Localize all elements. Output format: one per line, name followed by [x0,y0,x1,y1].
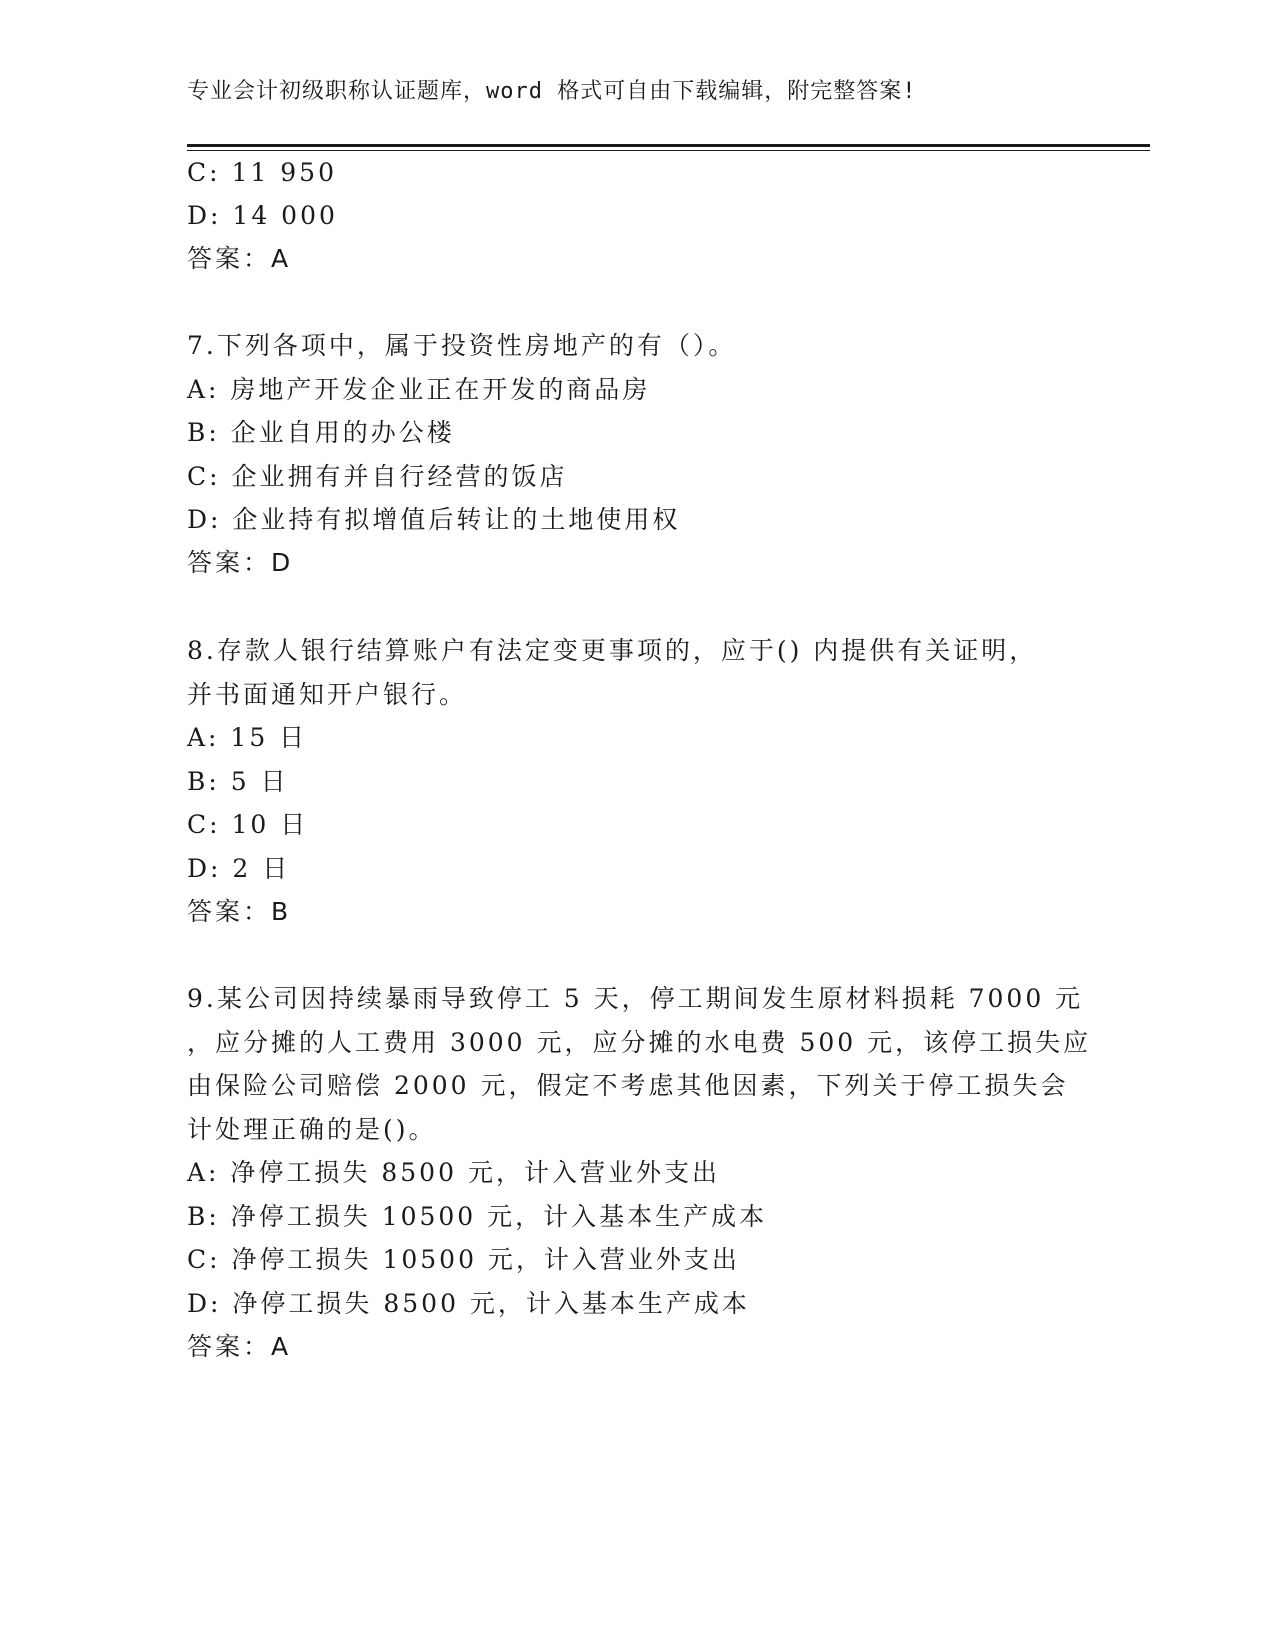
q7-option-d: D: 企业持有拟增值后转让的土地使用权 [187,505,681,534]
q7-stem: 7.下列各项中，属于投资性房地产的有（）。 [187,331,737,360]
q9-stem-line4: 计处理正确的是()。 [187,1115,437,1144]
q8-stem-line2: 并书面通知开户银行。 [187,680,468,709]
q8-option-a: A: 15 日 [187,723,308,752]
q9-option-a: A: 净停工损失 8500 元，计入营业外支出 [187,1158,720,1187]
q8-answer: 答案：B [187,897,292,926]
q7-option-b: B: 企业自用的办公楼 [187,418,455,447]
q8-option-d: D: 2 日 [187,854,291,883]
q6-option-d: D: 14 000 [187,201,338,230]
q9-stem-line3: 由保险公司赔偿 2000 元，假定不考虑其他因素，下列关于停工损失会 [187,1071,1069,1100]
q9-answer: 答案：A [187,1332,292,1361]
q9-option-d: D: 净停工损失 8500 元，计入基本生产成本 [187,1289,750,1318]
q6-answer: 答案：A [187,244,292,273]
q7-option-c: C: 企业拥有并自行经营的饭店 [187,462,568,491]
header-divider-thick [187,144,1150,147]
header-divider-thin [187,150,1150,151]
q9-option-c: C: 净停工损失 10500 元，计入营业外支出 [187,1245,740,1274]
q8-option-c: C: 10 日 [187,810,309,839]
q9-stem-line1: 9.某公司因持续暴雨导致停工 5 天，停工期间发生原材料损耗 7000 元 [187,984,1084,1013]
q8-stem-line1: 8.存款人银行结算账户有法定变更事项的，应于() 内提供有关证明， [187,636,1038,665]
q7-answer: 答案：D [187,548,294,577]
q9-option-b: B: 净停工损失 10500 元，计入基本生产成本 [187,1202,768,1231]
q7-option-a: A: 房地产开发企业正在开发的商品房 [187,375,651,404]
q9-stem-line2: ，应分摊的人工费用 3000 元，应分摊的水电费 500 元，该停工损失应 [187,1028,1092,1057]
q6-option-c: C: 11 950 [187,158,337,187]
q8-option-b: B: 5 日 [187,767,289,796]
page-header: 专业会计初级职称认证题库，word 格式可自由下载编辑，附完整答案! [187,79,917,104]
